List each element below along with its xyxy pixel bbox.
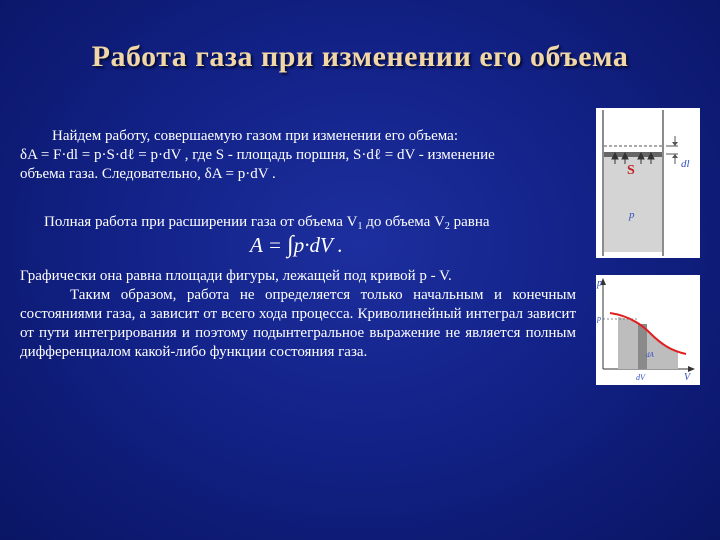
p1-line2: δA = F·dl = p·S·dℓ = p·dV , где S - площадь поршня, S·dℓ = dV - изменение [20, 147, 495, 163]
p2-sub2: 2 [444, 221, 450, 232]
p2-end: равна [449, 214, 490, 230]
integral-sign: ∫ [287, 232, 294, 258]
p1-line3: объема газа. Следовательно, δA = p·dV . [20, 166, 276, 182]
p1-line1: Найдем работу, совершаемую газом при изменении его объема: [52, 128, 459, 144]
p2-sub1: 1 [357, 221, 363, 232]
formula-lhs: A = [250, 233, 288, 257]
v-axis-label: V [684, 372, 691, 383]
p3-rest-text: Таким образом, работа не определяется только начальным и конечным состояниями газа, а зависит от всего хода процесса. Криволинейный интеграл зависит от пути интегрирования и поэтому подынтегральное выражение не является полным дифференциалом какой-либо функции состояния газа. [20, 287, 576, 360]
p-axis-label: p [597, 278, 602, 289]
pv-graph-figure [596, 275, 700, 385]
pressure-p-label: p [629, 209, 635, 221]
da-label: dA [646, 351, 654, 359]
paragraph-work-definition [20, 127, 580, 184]
formula-rhs: p·dV . [293, 233, 343, 257]
slide-title: Работа газа при изменении его объема [91, 40, 629, 73]
piston-diagram [596, 108, 700, 258]
p3-rest [20, 286, 576, 362]
pv-graph [596, 275, 700, 385]
area-s-label: S [627, 163, 635, 178]
dl-label: dl [681, 158, 690, 170]
paragraph-graphical [20, 267, 576, 362]
dv-label: dV [636, 373, 645, 382]
p3-line1: Графически она равна площади фигуры, лежащей под кривой p - V. [20, 268, 452, 284]
p-tick-label: p [597, 314, 601, 323]
p2-mid: до объема V [362, 214, 445, 230]
p2-text: Полная работа при расширении газа от объема V [44, 214, 358, 230]
piston-figure [596, 108, 700, 258]
integral-formula [250, 232, 343, 259]
